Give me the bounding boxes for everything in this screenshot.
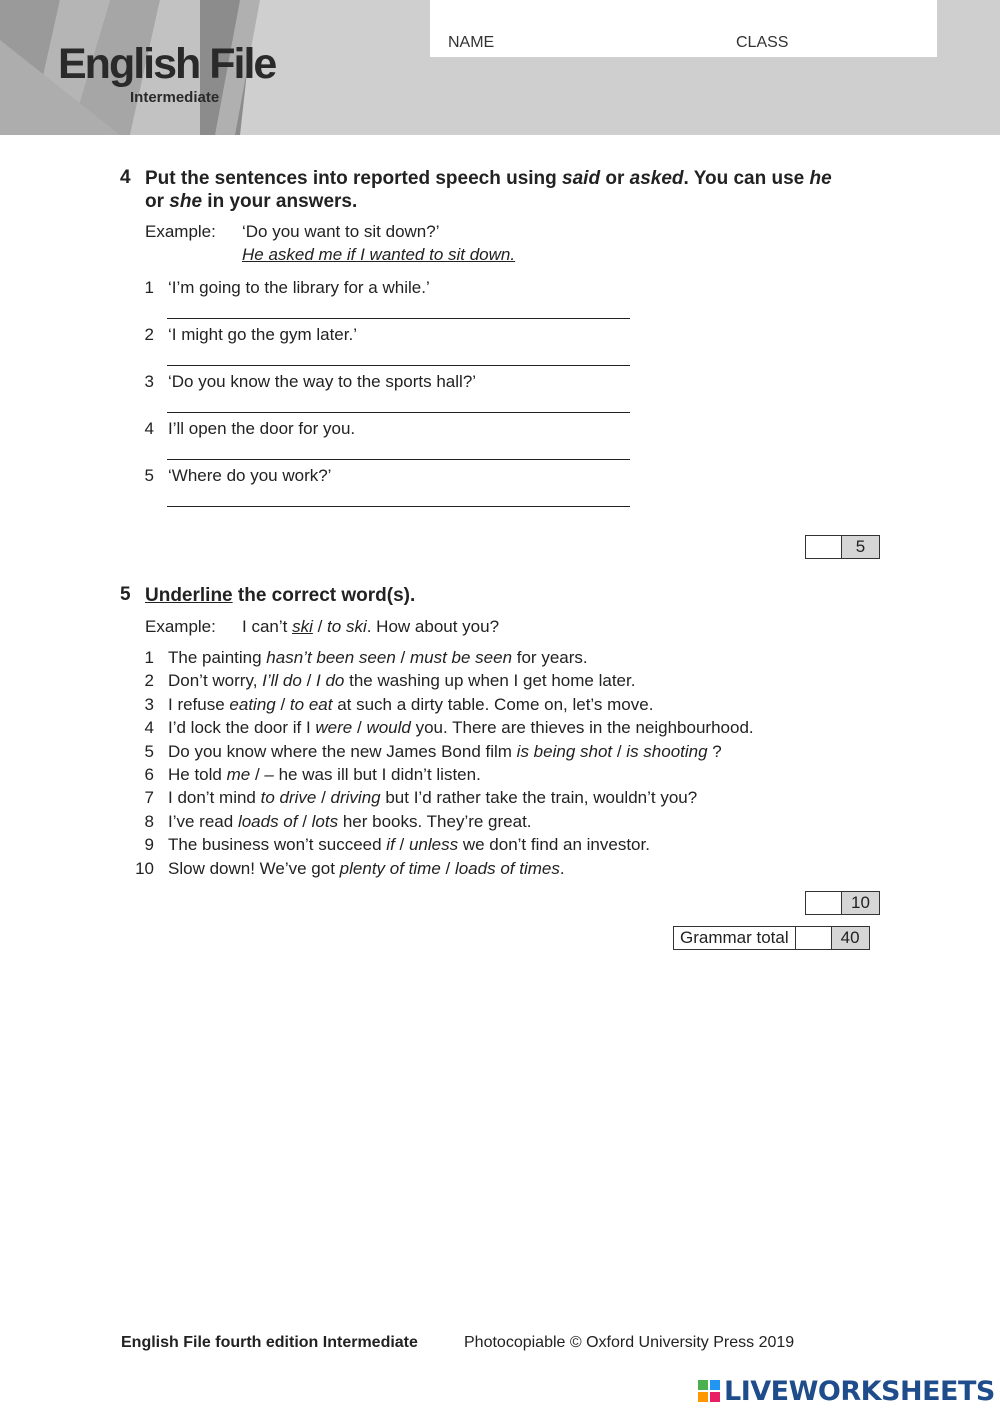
option-b[interactable]: must be seen (409, 648, 513, 667)
task-4-example-prompt: ‘Do you want to sit down?’ (242, 222, 440, 241)
task-4-item-3: ‘Do you know the way to the sports hall?’ (168, 372, 477, 391)
task-4-item-4: I’ll open the door for you. (168, 419, 356, 438)
answer-line-3[interactable] (167, 412, 630, 413)
task-5-number: 5 (120, 584, 131, 605)
grammar-total-box (673, 926, 870, 950)
task-5-item-4: I’d lock the door if I were / would you. There are thieves in the neighbourhood. (168, 718, 754, 737)
task-4-example-label: Example: (145, 222, 216, 241)
grammar-total-max: 40 (832, 927, 869, 949)
item-number: 4 (144, 419, 154, 438)
task-4-item-5: ‘Where do you work?’ (168, 466, 332, 485)
task-5-item-8: I’ve read loads of / lots her books. They’re great. (168, 812, 532, 831)
item-number: 1 (144, 278, 154, 297)
item-number: 2 (144, 325, 154, 344)
task-4-example-answer: He asked me if I wanted to sit down. (242, 245, 516, 264)
option-b[interactable]: to eat (289, 695, 333, 714)
class-label: CLASS (736, 34, 789, 51)
task-5-instructions: Underline the correct word(s). (145, 585, 416, 606)
option-b[interactable]: – (264, 765, 274, 784)
item-number: 9 (144, 835, 154, 854)
answer-line-5[interactable] (167, 506, 630, 507)
task-5-example: I can’t ski / to ski. How about you? (242, 617, 500, 636)
option-a[interactable]: is being shot (516, 742, 613, 761)
item-number: 5 (144, 466, 154, 485)
option-b[interactable]: unless (408, 835, 459, 854)
score-input[interactable] (806, 536, 842, 558)
task-5-item-6: He told me / – he was ill but I didn’t listen. (168, 765, 481, 784)
option-b[interactable]: loads of times (454, 859, 560, 878)
item-number: 5 (144, 742, 154, 761)
grammar-total-input[interactable] (796, 927, 832, 949)
option-a[interactable]: plenty of time (339, 859, 441, 878)
task-4-item-1: ‘I’m going to the library for a while.’ (168, 278, 430, 297)
option-a[interactable]: loads of (237, 812, 298, 831)
option-a[interactable]: me (226, 765, 251, 784)
option-b[interactable]: would (366, 718, 411, 737)
page-header (0, 0, 1000, 135)
logo-title: English File (58, 40, 276, 88)
task-5-item-5: Do you know where the new James Bond film is being shot / is shooting ? (168, 742, 722, 761)
item-number: 8 (144, 812, 154, 831)
score-input[interactable] (806, 892, 842, 914)
score-max: 10 (842, 892, 879, 914)
option-b[interactable]: is shooting (626, 742, 708, 761)
answer-line-2[interactable] (167, 365, 630, 366)
item-number: 2 (144, 671, 154, 690)
option-a[interactable]: hasn’t been seen (266, 648, 396, 667)
task-5-item-2: Don’t worry, I’ll do / I do the washing up when I get home later. (168, 671, 636, 690)
task-5-example-label: Example: (145, 617, 216, 636)
task-5-item-7: I don’t mind to drive / driving but I’d rather take the train, wouldn’t you? (168, 788, 698, 807)
task-5-score-box (805, 891, 880, 915)
footer-title: English File fourth edition Intermediate (121, 1334, 418, 1351)
task-4-instructions: Put the sentences into reported speech using said or asked. You can use he or she in your answers. (145, 168, 832, 212)
grammar-total-label: Grammar total (674, 927, 796, 949)
item-number: 10 (135, 859, 154, 878)
name-class-box (430, 0, 937, 57)
option-a[interactable]: were (315, 718, 353, 737)
option-b[interactable]: I do (316, 671, 345, 690)
task-4-number: 4 (120, 167, 131, 188)
task-5-item-9: The business won’t succeed if / unless we don’t find an investor. (168, 835, 650, 854)
task-5-item-10: Slow down! We’ve got plenty of time / loads of times. (168, 859, 565, 878)
task-4-score-box (805, 535, 880, 559)
option-a[interactable]: to drive (260, 788, 317, 807)
footer-copyright: Photocopiable © Oxford University Press 2019 (464, 1334, 795, 1351)
liveworksheets-logo-icon (698, 1380, 720, 1402)
option-a[interactable]: if (386, 835, 395, 854)
score-max: 5 (842, 536, 879, 558)
item-number: 4 (144, 718, 154, 737)
option-b[interactable]: driving (330, 788, 381, 807)
item-number: 1 (144, 648, 154, 667)
item-number: 3 (144, 695, 154, 714)
item-number: 7 (144, 788, 154, 807)
task-4-item-2: ‘I might go the gym later.’ (168, 325, 357, 344)
option-b[interactable]: lots (311, 812, 339, 831)
option-a[interactable]: eating (229, 695, 276, 714)
item-number: 3 (144, 372, 154, 391)
task-5-item-3: I refuse eating / to eat at such a dirty table. Come on, let’s move. (168, 695, 654, 714)
item-number: 6 (144, 765, 154, 784)
logo-subtitle: Intermediate (130, 89, 220, 106)
task-5-item-1: The painting hasn’t been seen / must be seen for years. (168, 648, 588, 667)
option-a[interactable]: I’ll do (262, 671, 302, 690)
answer-line-1[interactable] (167, 318, 630, 319)
liveworksheets-watermark: LIVEWORKSHEETS (724, 1376, 995, 1407)
answer-line-4[interactable] (167, 459, 630, 460)
name-label: NAME (448, 34, 495, 51)
